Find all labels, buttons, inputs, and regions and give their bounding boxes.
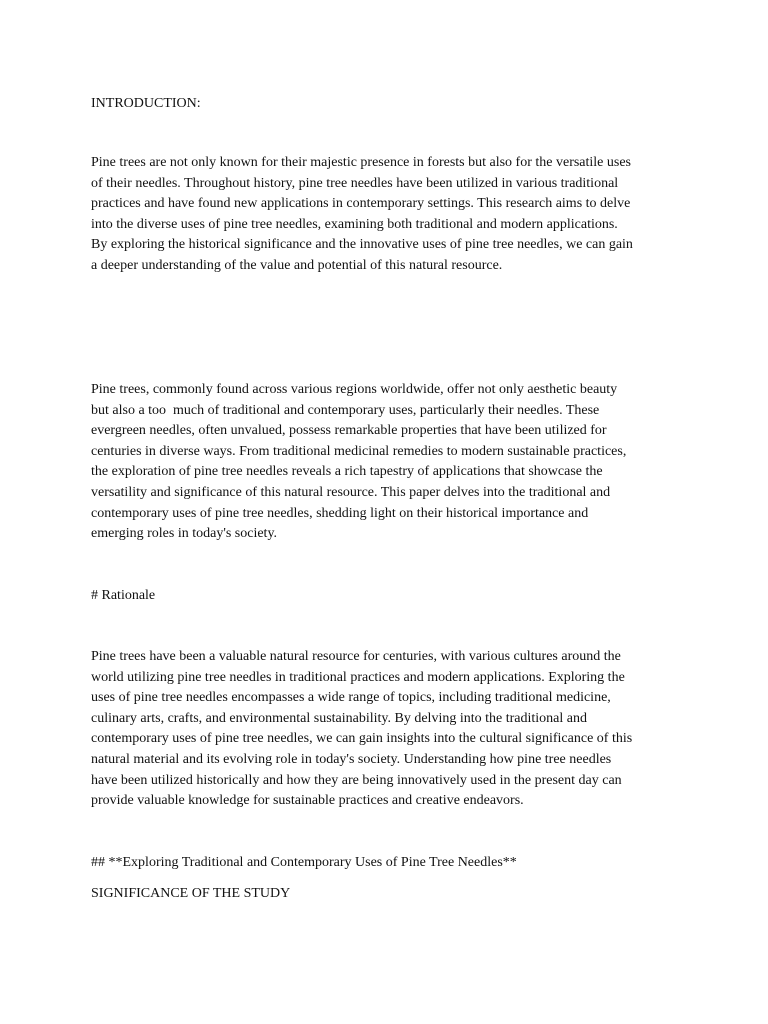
paragraph-line: a deeper understanding of the value and potential of this natural resource. bbox=[91, 257, 503, 273]
second-paragraph bbox=[91, 380, 683, 545]
paragraph-line: have been utilized historically and how they are being innovatively used in the present day can bbox=[91, 772, 622, 788]
paragraph-line: uses of pine tree needles encompasses a wide range of topics, including traditional medicine, bbox=[91, 690, 611, 706]
paragraph-line: centuries in diverse ways. From traditional medicinal remedies to modern sustainable practices, bbox=[91, 443, 627, 459]
intro-heading: INTRODUCTION: bbox=[91, 96, 201, 111]
paragraph-line: provide valuable knowledge for sustainable practices and creative endeavors. bbox=[91, 793, 524, 809]
paragraph-line: culinary arts, crafts, and environmental sustainability. By delving into the traditional and bbox=[91, 710, 587, 726]
subheading: ## **Exploring Traditional and Contemporary Uses of Pine Tree Needles** bbox=[91, 855, 517, 870]
paragraph-line: evergreen needles, often unvalued, possess remarkable properties that have been utilized for bbox=[91, 423, 607, 439]
paragraph-line: natural material and its evolving role in today's society. Understanding how pine tree needles bbox=[91, 751, 612, 767]
paragraph-line: Pine trees are not only known for their majestic presence in forests but also for the versatile uses bbox=[91, 155, 632, 170]
rationale-heading: # Rationale bbox=[91, 588, 156, 603]
paragraph-line: but also a too much of traditional and contemporary uses, particularly their needles. These bbox=[91, 402, 600, 418]
paragraph-line: the exploration of pine tree needles reveals a rich tapestry of applications that showcase the bbox=[91, 464, 603, 480]
paragraph-line: Pine trees have been a valuable natural resource for centuries, with various cultures around the bbox=[91, 649, 621, 664]
paragraph-line: versatility and significance of this natural resource. This paper delves into the traditional and bbox=[91, 484, 611, 500]
paragraph-line: Pine trees, commonly found across various regions worldwide, offer not only aesthetic beauty bbox=[91, 382, 618, 397]
paragraph-line: emerging roles in today's society. bbox=[91, 526, 278, 542]
significance-heading: SIGNIFICANCE OF THE STUDY bbox=[91, 886, 291, 901]
paragraph-line: contemporary uses of pine tree needles, we can gain insights into the cultural significance of this bbox=[91, 731, 633, 747]
paragraph-line: world utilizing pine tree needles in traditional practices and modern applications. Exploring the bbox=[91, 669, 625, 685]
paragraph-line: practices and have found new applications in contemporary settings. This research aims to delve bbox=[91, 196, 631, 212]
paragraph-line: of their needles. Throughout history, pine tree needles have been utilized in various traditional bbox=[91, 175, 619, 191]
intro-paragraph bbox=[91, 153, 683, 277]
rationale-paragraph bbox=[91, 647, 683, 812]
paragraph-line: into the diverse uses of pine tree needles, examining both traditional and modern applications. bbox=[91, 216, 618, 232]
paragraph-line: contemporary uses of pine tree needles, shedding light on their historical importance and bbox=[91, 505, 589, 521]
paragraph-line: By exploring the historical significance and the innovative uses of pine tree needles, we can gain bbox=[91, 237, 633, 253]
